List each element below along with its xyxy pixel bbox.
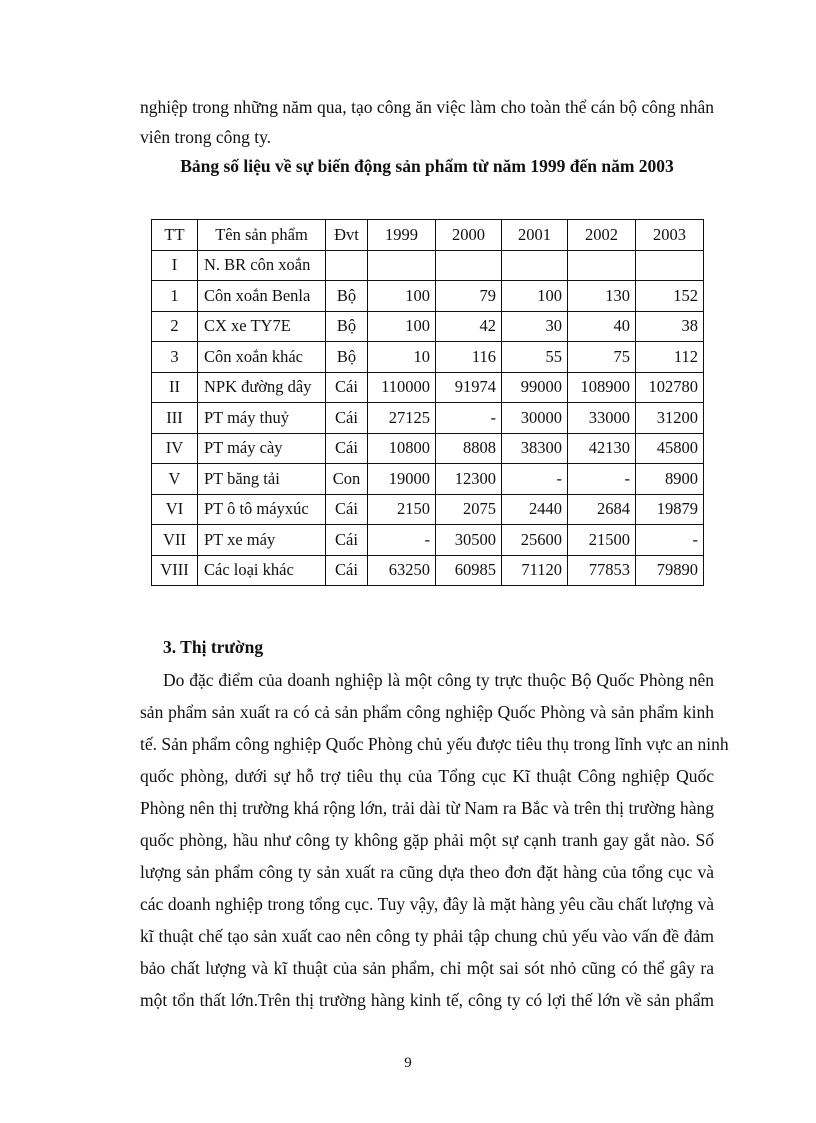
- table-cell: 25600: [502, 525, 568, 556]
- table-cell: 91974: [436, 372, 502, 403]
- table-row: [152, 311, 704, 342]
- table-cell: 42130: [568, 433, 636, 464]
- table-title: Bảng số liệu về sự biến động sản phẩm từ năm 1999 đến năm 2003: [180, 156, 674, 176]
- table-cell: 102780: [636, 372, 704, 403]
- table-row: [152, 342, 704, 373]
- table-header-row: [152, 220, 704, 251]
- table-cell: 100: [502, 281, 568, 312]
- table-cell: 55: [502, 342, 568, 373]
- table-row: [152, 494, 704, 525]
- table-cell: 3: [152, 342, 198, 373]
- body-line: một tổn thất lớn.Trên thị trường hàng kinh tế, công ty có lợi thế lớn về sản phẩm: [140, 990, 714, 1010]
- table-cell: -: [636, 525, 704, 556]
- table-cell: I: [152, 250, 198, 281]
- table-cell: 2150: [368, 494, 436, 525]
- header-cell: 2002: [568, 220, 636, 251]
- table-cell: PT xe máy: [198, 525, 326, 556]
- table-cell: Con: [326, 464, 368, 495]
- table-cell: 30500: [436, 525, 502, 556]
- table-cell: 40: [568, 311, 636, 342]
- table-cell: 10: [368, 342, 436, 373]
- table-cell: PT máy cày: [198, 433, 326, 464]
- body-line: các doanh nghiệp trong tổng cục. Tuy vậy, đây là mặt hàng yêu cầu chất lượng và: [140, 894, 714, 914]
- table-cell: Các loại khác: [198, 555, 326, 586]
- table-cell: 60985: [436, 555, 502, 586]
- table-cell: 1: [152, 281, 198, 312]
- table-cell: -: [568, 464, 636, 495]
- table-cell: Cái: [326, 555, 368, 586]
- table-cell: 63250: [368, 555, 436, 586]
- table-cell: 108900: [568, 372, 636, 403]
- table-cell: PT băng tải: [198, 464, 326, 495]
- table-cell: 99000: [502, 372, 568, 403]
- table-cell: 33000: [568, 403, 636, 434]
- table-cell: [326, 250, 368, 281]
- body-line: bảo chất lượng và kĩ thuật của sản phẩm, chỉ một sai sót nhỏ cũng có thể gây ra: [140, 958, 714, 978]
- header-cell: Đvt: [326, 220, 368, 251]
- header-cell: 1999: [368, 220, 436, 251]
- product-table: [151, 219, 704, 586]
- table-cell: VI: [152, 494, 198, 525]
- table-cell: Bộ: [326, 342, 368, 373]
- table-cell: 38: [636, 311, 704, 342]
- table-cell: PT ô tô máyxúc: [198, 494, 326, 525]
- table-cell: VII: [152, 525, 198, 556]
- table-cell: Côn xoắn khác: [198, 342, 326, 373]
- body-line: tế. Sản phẩm công nghiệp Quốc Phòng chủ yếu được tiêu thụ trong lĩnh vực an ninh: [140, 734, 729, 754]
- table-cell: Cái: [326, 525, 368, 556]
- table-cell: 71120: [502, 555, 568, 586]
- header-cell: 2003: [636, 220, 704, 251]
- table-cell: III: [152, 403, 198, 434]
- table-cell: 75: [568, 342, 636, 373]
- table-row: [152, 250, 704, 281]
- table-cell: 116: [436, 342, 502, 373]
- intro-line: viên trong công ty.: [140, 127, 272, 147]
- table-cell: 30: [502, 311, 568, 342]
- table-row: [152, 403, 704, 434]
- table-cell: N. BR côn xoắn: [198, 250, 326, 281]
- table-cell: Bộ: [326, 281, 368, 312]
- table-cell: 100: [368, 311, 436, 342]
- table-cell: 27125: [368, 403, 436, 434]
- header-cell: 2000: [436, 220, 502, 251]
- table-cell: 30000: [502, 403, 568, 434]
- table-cell: Bộ: [326, 311, 368, 342]
- table-cell: [436, 250, 502, 281]
- table-row: [152, 525, 704, 556]
- table-cell: 100: [368, 281, 436, 312]
- table-cell: -: [436, 403, 502, 434]
- table-cell: [636, 250, 704, 281]
- table-cell: 12300: [436, 464, 502, 495]
- table-cell: II: [152, 372, 198, 403]
- table-cell: 45800: [636, 433, 704, 464]
- table-cell: 2684: [568, 494, 636, 525]
- table-row: [152, 433, 704, 464]
- body-line: kĩ thuật chế tạo sản xuất cao nên công ty phải tập chung chủ yếu vào vấn đề đảm: [140, 926, 714, 946]
- body-line: quốc phòng, dưới sự hỗ trợ tiêu thụ của Tổng cục Kĩ thuật Công nghiệp Quốc: [140, 766, 714, 786]
- table-cell: V: [152, 464, 198, 495]
- body-line: Do đặc điểm của doanh nghiệp là một công ty trực thuộc Bộ Quốc Phòng nên: [163, 670, 714, 690]
- table-row: [152, 281, 704, 312]
- table-cell: Cái: [326, 433, 368, 464]
- intro-line: nghiệp trong những năm qua, tạo công ăn việc làm cho toàn thể cán bộ công nhân: [140, 97, 714, 117]
- table-cell: VIII: [152, 555, 198, 586]
- table-cell: 19000: [368, 464, 436, 495]
- body-line: quốc phòng, hầu như công ty không gặp phải một sự cạnh tranh gay gắt nào. Số: [140, 830, 714, 850]
- table-row: [152, 464, 704, 495]
- table-cell: Cái: [326, 403, 368, 434]
- table-cell: 38300: [502, 433, 568, 464]
- table-cell: 79890: [636, 555, 704, 586]
- table-cell: 152: [636, 281, 704, 312]
- table-row: [152, 555, 704, 586]
- table-cell: 2: [152, 311, 198, 342]
- table-cell: [568, 250, 636, 281]
- table-cell: [502, 250, 568, 281]
- table-cell: 42: [436, 311, 502, 342]
- table-cell: 21500: [568, 525, 636, 556]
- table-cell: NPK đường dây: [198, 372, 326, 403]
- header-cell: TT: [152, 220, 198, 251]
- table-cell: Cái: [326, 372, 368, 403]
- header-cell: Tên sản phẩm: [198, 220, 326, 251]
- table-cell: 8900: [636, 464, 704, 495]
- table-cell: 2440: [502, 494, 568, 525]
- body-line: Phòng nên thị trường khá rộng lớn, trải dài từ Nam ra Bắc và trên thị trường hàng: [140, 798, 714, 818]
- table-cell: -: [502, 464, 568, 495]
- table-cell: 112: [636, 342, 704, 373]
- section-heading: 3. Thị trường: [163, 637, 264, 657]
- table-cell: -: [368, 525, 436, 556]
- page-number: 9: [404, 1055, 412, 1071]
- table-cell: 19879: [636, 494, 704, 525]
- table-cell: 2075: [436, 494, 502, 525]
- table-cell: 8808: [436, 433, 502, 464]
- table-cell: CX xe TY7E: [198, 311, 326, 342]
- table-cell: 77853: [568, 555, 636, 586]
- table-cell: Côn xoắn Benla: [198, 281, 326, 312]
- table-cell: 79: [436, 281, 502, 312]
- table-cell: 31200: [636, 403, 704, 434]
- table-cell: 110000: [368, 372, 436, 403]
- table-row: [152, 372, 704, 403]
- body-line: lượng sản phẩm công ty sản xuất ra cũng dựa theo đơn đặt hàng của tổng cục và: [140, 862, 714, 882]
- table-cell: 10800: [368, 433, 436, 464]
- table-cell: Cái: [326, 494, 368, 525]
- body-line: sản phẩm sản xuất ra có cả sản phẩm công nghiệp Quốc Phòng và sản phẩm kinh: [140, 702, 714, 722]
- table-cell: PT máy thuỷ: [198, 403, 326, 434]
- table-cell: IV: [152, 433, 198, 464]
- table-cell: [368, 250, 436, 281]
- table-cell: 130: [568, 281, 636, 312]
- header-cell: 2001: [502, 220, 568, 251]
